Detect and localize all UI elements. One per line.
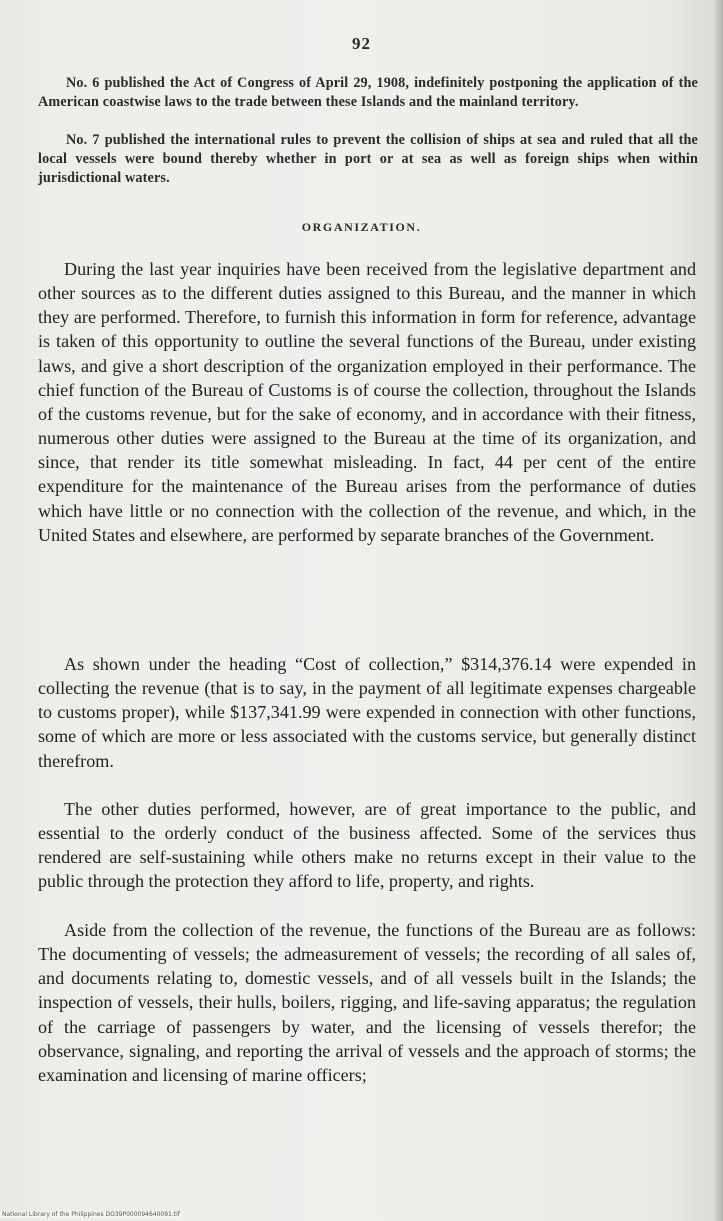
section-heading: ORGANIZATION.: [301, 220, 422, 234]
notice-no-6-text: No. 6 published the Act of Congress of April 29, 1908, indefinitely postponing the application of the American coastwise laws to the trade between these Islands and the mainland territory.: [38, 75, 698, 111]
paragraph-other-duties: [38, 797, 696, 894]
notice-no-7: [38, 131, 698, 189]
notice-no-7-text: No. 7 published the international rules to prevent the collision of ships at sea and ruled that all the local vessels were bound thereby whether in port or at sea as well as foreign ships when within jurisdictional waters.: [38, 132, 698, 187]
paragraph-text: Aside from the collection of the revenue, the functions of the Bureau are as follows: The documenting of vessels; the admeasurement of vessels; the recording of all sales of, and documents relating to, domestic vessels, and of all vessels built in the Islands; the inspection of vessels, their hulls, boilers, rigging, and life-saving apparatus; the regulation of the carriage of passengers by water, and the licensing of vessels therefor; the observance, signaling, and reporting the arrival of vessels and the approach of storms; the examination and licensing of marine officers;: [38, 920, 696, 1085]
page-number: 92: [352, 34, 371, 53]
paragraph-cost-of-collection: [38, 652, 696, 773]
page-edge-shadow: [713, 0, 723, 1221]
paragraph-bureau-functions: [38, 918, 696, 1087]
paragraph-text: During the last year inquiries have been received from the legislative department and other sources as to the different duties assigned to this Bureau, and the manner in which they are performed. Therefore, to furnish this information in form for reference, advantage is taken of this opportunity to outline the several functions of the Bureau, under existing laws, and give a short description of the organization employed in their performance. The chief function of the Bureau of Customs is of course the collection, throughout the Islands of the customs revenue, but for the sake of economy, and in accordance with their fitness, numerous other duties were assigned to the Bureau at the time of its organization, and since, that render its title somewhat misleading. In fact, 44 per cent of the entire expenditure for the maintenance of the Bureau arises from the performance of duties which have little or no connection with the collection of the revenue, and which, in the United States and elsewhere, are performed by separate branches of the Government.: [38, 259, 696, 545]
scan-source-id: National Library of the Philippines DO39P000094640091.tif: [2, 1211, 180, 1218]
paragraph-text: The other duties performed, however, are of great importance to the public, and essential to the orderly conduct of the business affected. Some of the services thus rendered are self-sustaining while others make no returns except in their value to the public through the protection they afford to life, property, and rights.: [38, 799, 696, 892]
paragraph-organization-intro: [38, 257, 696, 547]
notice-no-6: [38, 74, 698, 112]
paragraph-text: As shown under the heading “Cost of collection,” $314,376.14 were expended in collecting the revenue (that is to say, in the payment of all legitimate expenses chargeable to customs proper), while $137,341.99 were expended in connection with other functions, some of which are more or less associated with the customs service, but generally distinct therefrom.: [38, 654, 696, 771]
